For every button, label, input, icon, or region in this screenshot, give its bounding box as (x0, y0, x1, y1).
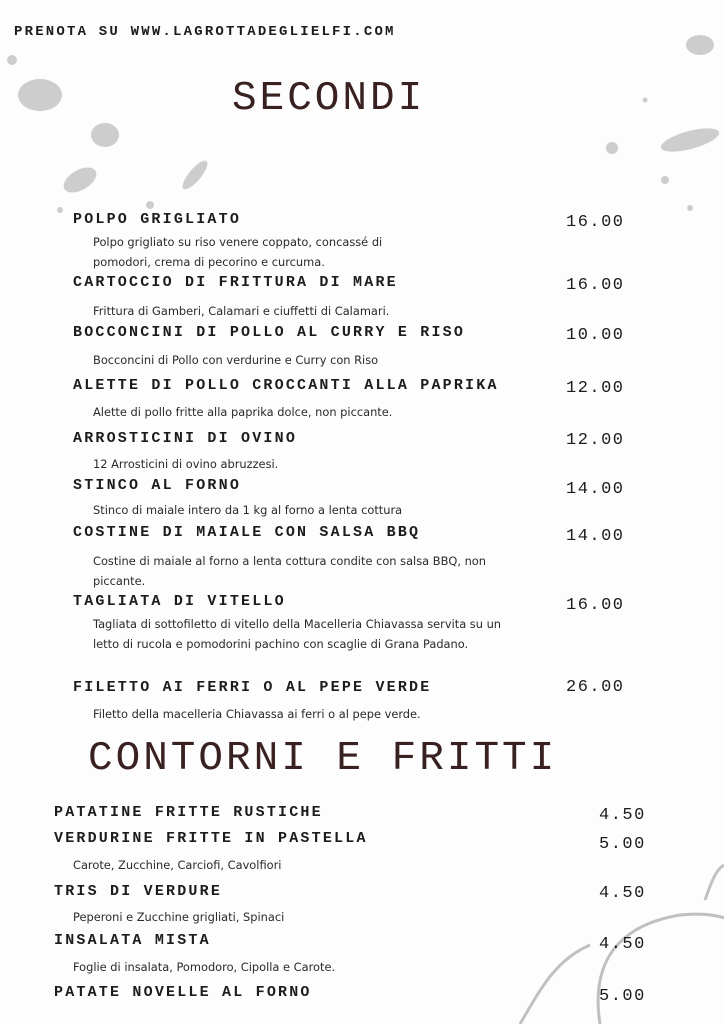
dish-description: Stinco di maiale intero da 1 kg al forno a lenta cottura (93, 503, 403, 517)
booking-website-line: PRENOTA SU WWW.LAGROTTADEGLIELFI.COM (14, 24, 396, 40)
section-title-secondi: SECONDI (232, 76, 426, 122)
dish-description: Polpo grigliato su riso venere coppato, concassé di pomodori, crema di pecorino e curcuma. (93, 235, 383, 269)
dish-description: Alette di pollo fritte alla paprika dolce, non piccante. (93, 405, 393, 419)
dish-price: 10.00 (566, 326, 625, 345)
dish-name: COSTINE DI MAIALE CON SALSA BBQ (73, 524, 421, 541)
dish-name: BOCCONCINI DI POLLO AL CURRY E RISO (73, 324, 466, 341)
dish-price: 16.00 (566, 213, 625, 232)
side-name: INSALATA MISTA (54, 932, 211, 949)
dish-description: Costine di maiale al forno a lenta cottura condite con salsa BBQ, non piccante. (93, 554, 486, 588)
side-description: Foglie di insalata, Pomodoro, Cipolla e Carote. (73, 960, 336, 974)
dish-name: ARROSTICINI DI OVINO (73, 430, 298, 447)
dish-description: Bocconcini di Pollo con verdurine e Curry con Riso (93, 353, 379, 367)
dish-price: 16.00 (566, 276, 625, 295)
dish-price: 14.00 (566, 480, 625, 499)
dish-name: STINCO AL FORNO (73, 477, 242, 494)
dish-price: 16.00 (566, 596, 625, 615)
side-name: TRIS DI VERDURE (54, 883, 223, 900)
dish-name: POLPO GRIGLIATO (73, 211, 242, 228)
side-price: 5.00 (599, 987, 646, 1006)
dish-name: ALETTE DI POLLO CROCCANTI ALLA PAPRIKA (73, 377, 499, 394)
side-price: 5.00 (599, 835, 646, 854)
dish-price: 26.00 (566, 678, 625, 697)
side-description: Carote, Zucchine, Carciofi, Cavolfiori (73, 858, 282, 872)
side-description: Peperoni e Zucchine grigliati, Spinaci (73, 910, 285, 924)
section-title-contorni: CONTORNI E FRITTI (88, 736, 558, 782)
dish-price: 14.00 (566, 527, 625, 546)
dish-description: Tagliata di sottofiletto di vitello della Macelleria Chiavassa servita su un letto di rucola e pomodorini pachino con scaglie di Grana Padano. (93, 617, 502, 651)
side-name: PATATINE FRITTE RUSTICHE (54, 804, 323, 821)
dish-description: Filetto della macelleria Chiavassa ai ferri o al pepe verde. (93, 707, 421, 721)
side-price: 4.50 (599, 935, 646, 954)
dish-name: CARTOCCIO DI FRITTURA DI MARE (73, 274, 398, 291)
dish-price: 12.00 (566, 431, 625, 450)
side-name: PATATE NOVELLE AL FORNO (54, 984, 312, 1001)
dish-description: 12 Arrosticini di ovino abruzzesi. (93, 457, 279, 471)
dish-name: TAGLIATA DI VITELLO (73, 593, 286, 610)
side-price: 4.50 (599, 806, 646, 825)
side-name: VERDURINE FRITTE IN PASTELLA (54, 830, 368, 847)
dish-name: FILETTO AI FERRI O AL PEPE VERDE (73, 679, 432, 696)
side-price: 4.50 (599, 884, 646, 903)
dish-price: 12.00 (566, 379, 625, 398)
dish-description: Frittura di Gamberi, Calamari e ciuffetti di Calamari. (93, 304, 390, 318)
